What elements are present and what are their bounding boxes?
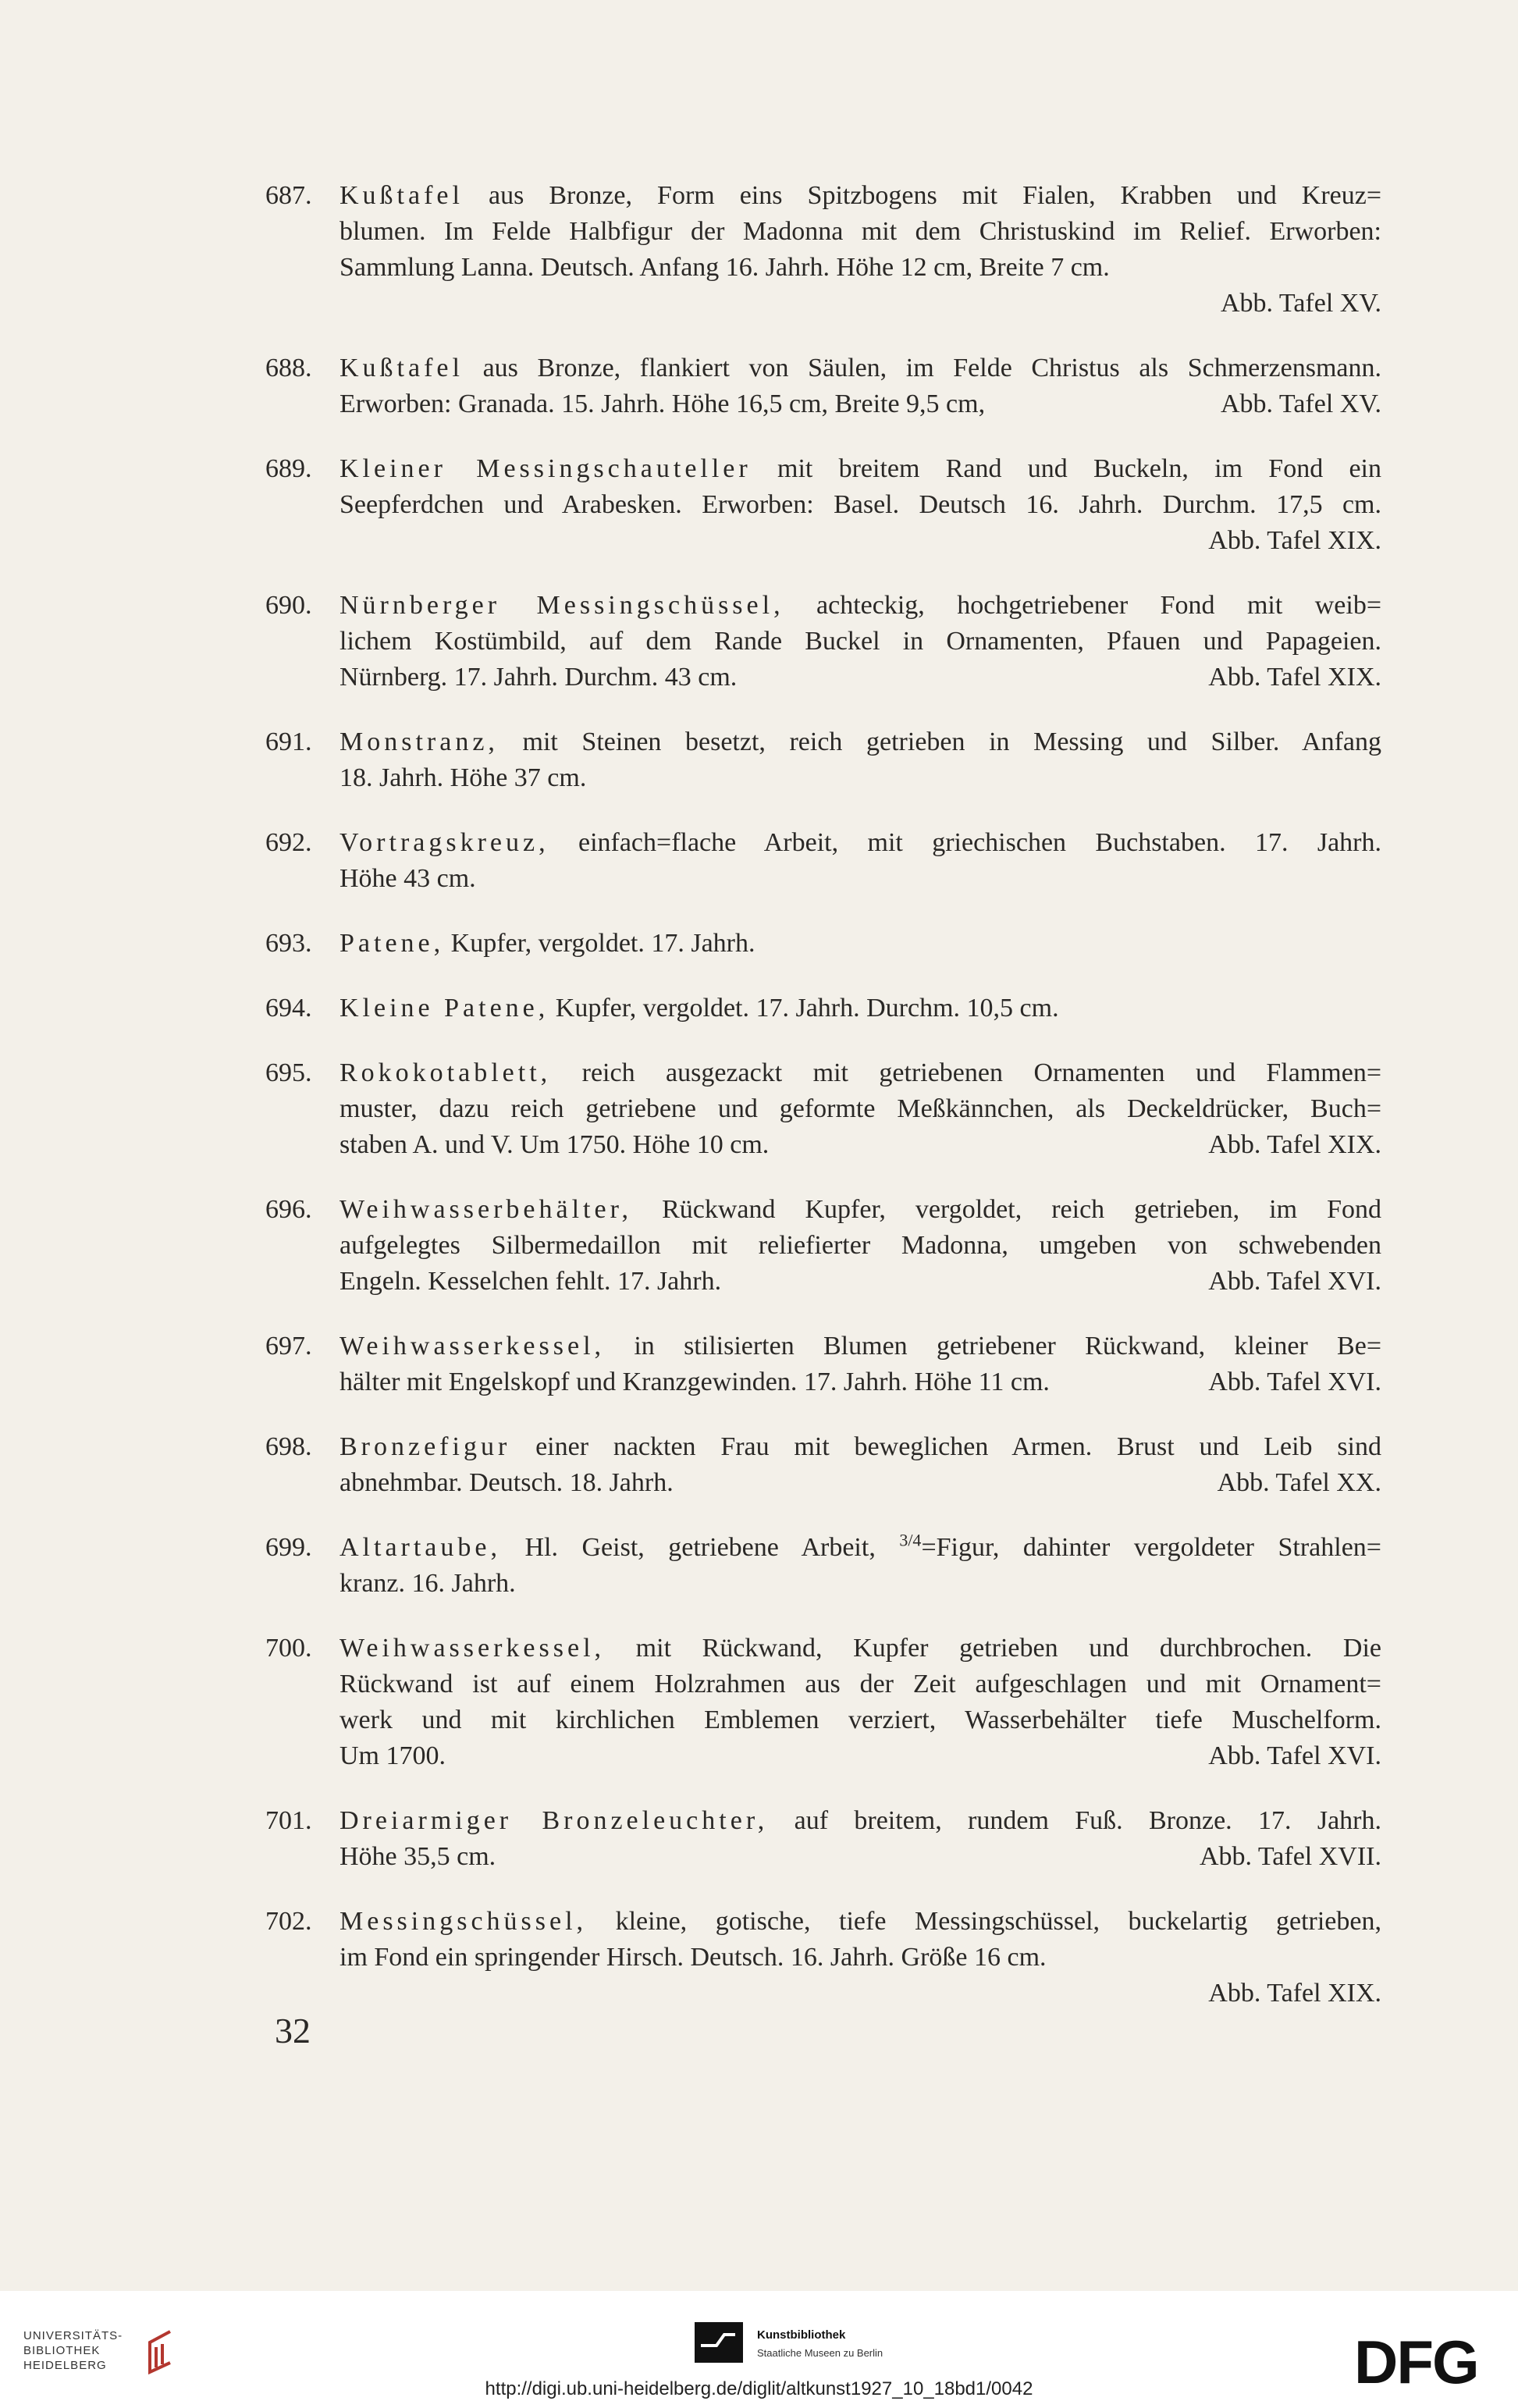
entry-text: werk und mit kirchlichen Emblemen verziert, Wasserbehälter tiefe Muschelform. bbox=[340, 1706, 1381, 1734]
entry-title: Messingschüssel, bbox=[340, 1907, 588, 1936]
entry-text: 18. Jahrh. Höhe 37 cm. bbox=[340, 763, 587, 792]
entry-text: lichem Kostümbild, auf dem Rande Buckel in Ornamenten, Pfauen und Papageien. bbox=[340, 627, 1381, 656]
entry-number: 702. bbox=[265, 1907, 312, 1936]
entry-text: achteckig, hochgetriebener Fond mit weib= bbox=[816, 591, 1381, 620]
plate-reference: Abb. Tafel XIX. bbox=[1208, 526, 1381, 555]
entry-number: 687. bbox=[265, 181, 312, 210]
entry-title: Dreiarmiger Bronzeleuchter, bbox=[340, 1806, 769, 1835]
entry-title: Altartaube, bbox=[340, 1533, 501, 1562]
entry-title: Kußtafel bbox=[340, 181, 464, 210]
entry-text: Nürnberg. 17. Jahrh. Durchm. 43 cm. bbox=[340, 663, 738, 692]
entry-text: mit breitem Rand und Buckeln, im Fond ein bbox=[777, 454, 1382, 483]
entry-text: reich ausgezackt mit getriebenen Ornamenten und Flammen= bbox=[581, 1058, 1382, 1087]
catalog-entry bbox=[265, 350, 1381, 422]
entry-text: Um 1700. bbox=[340, 1741, 446, 1770]
fraction: 3/4 bbox=[899, 1530, 922, 1550]
entry-number: 695. bbox=[265, 1058, 312, 1087]
entry-text: Kupfer, vergoldet. 17. Jahrh. bbox=[450, 929, 755, 958]
entry-text: Engeln. Kesselchen fehlt. 17. Jahrh. bbox=[340, 1267, 722, 1296]
entry-title: Weihwasserbehälter, bbox=[340, 1195, 633, 1224]
entry-number: 692. bbox=[265, 828, 312, 857]
catalog-entry bbox=[265, 1803, 1381, 1875]
plate-reference: Abb. Tafel XV. bbox=[1220, 289, 1381, 318]
entry-title: Monstranz, bbox=[340, 727, 499, 756]
entry-number: 688. bbox=[265, 354, 312, 382]
catalog-entry bbox=[265, 825, 1381, 897]
plate-reference: Abb. Tafel XVI. bbox=[1208, 1368, 1381, 1396]
entry-text: =Figur, dahinter vergoldeter Strahlen= bbox=[921, 1533, 1381, 1562]
entry-text: einer nackten Frau mit beweglichen Armen. Brust und Leib sind bbox=[535, 1432, 1382, 1461]
plate-reference: Abb. Tafel XIX. bbox=[1208, 1130, 1381, 1159]
catalog-entry bbox=[265, 1192, 1381, 1300]
entry-text: einfach=flache Arbeit, mit griechischen Buchstaben. 17. Jahrh. bbox=[578, 828, 1381, 857]
entry-number: 693. bbox=[265, 929, 312, 958]
entry-text: Hl. Geist, getriebene Arbeit, bbox=[524, 1533, 876, 1562]
entry-title: Bronzefigur bbox=[340, 1432, 511, 1461]
entry-number: 689. bbox=[265, 454, 312, 483]
entry-text: aufgelegtes Silbermedaillon mit reliefierter Madonna, umgeben von schwebenden bbox=[340, 1231, 1381, 1260]
entry-number: 698. bbox=[265, 1432, 312, 1461]
catalog-entry bbox=[265, 451, 1381, 559]
catalog-entry bbox=[265, 991, 1381, 1026]
entry-text: hälter mit Engelskopf und Kranzgewinden. 17. Jahrh. Höhe 11 cm. bbox=[340, 1368, 1050, 1396]
plate-reference: Abb. Tafel XIX. bbox=[1208, 663, 1381, 692]
entry-text: Rückwand ist auf einem Holzrahmen aus der Zeit aufgeschlagen und mit Ornament= bbox=[340, 1670, 1381, 1698]
catalog-entry bbox=[265, 1904, 1381, 2011]
dfg-logo: DFG bbox=[1354, 2328, 1478, 2396]
page-number: 32 bbox=[275, 2011, 311, 2051]
entry-title: Kleiner Messingschauteller bbox=[340, 454, 752, 483]
entry-number: 697. bbox=[265, 1332, 312, 1361]
kunstbibliothek-icon bbox=[695, 2322, 743, 2363]
entry-text: Kupfer, vergoldet. 17. Jahrh. Durchm. 10,5 cm. bbox=[555, 994, 1059, 1023]
entry-text: Höhe 35,5 cm. bbox=[340, 1842, 496, 1871]
entry-text: abnehmbar. Deutsch. 18. Jahrh. bbox=[340, 1468, 674, 1497]
entry-text: im Fond ein springender Hirsch. Deutsch. 16. Jahrh. Größe 16 cm. bbox=[340, 1943, 1047, 1972]
plate-reference: Abb. Tafel XX. bbox=[1217, 1468, 1381, 1497]
entry-number: 690. bbox=[265, 591, 312, 620]
entry-number: 700. bbox=[265, 1634, 312, 1663]
catalog-entry bbox=[265, 724, 1381, 796]
entry-text: blumen. Im Felde Halbfigur der Madonna mit dem Christuskind im Relief. Erworben: bbox=[340, 217, 1381, 246]
catalog-entry bbox=[265, 1328, 1381, 1400]
entry-text: Seepferdchen und Arabesken. Erworben: Basel. Deutsch 16. Jahrh. Durchm. 17,5 cm. bbox=[340, 490, 1381, 519]
university-library-logo-icon bbox=[139, 2328, 178, 2377]
entry-text: mit Steinen besetzt, reich getrieben in Messing und Silber. Anfang bbox=[522, 727, 1382, 756]
plate-reference: Abb. Tafel XVI. bbox=[1208, 1741, 1381, 1770]
library-name: UNIVERSITÄTS- BIBLIOTHEK HEIDELBERG bbox=[23, 2329, 123, 2372]
entry-text: Höhe 43 cm. bbox=[340, 864, 476, 893]
catalog-entry bbox=[265, 926, 1381, 962]
entry-text: Rückwand Kupfer, vergoldet, reich getrieben, im Fond bbox=[662, 1195, 1381, 1224]
entry-number: 691. bbox=[265, 727, 312, 756]
plate-reference: Abb. Tafel XVII. bbox=[1199, 1842, 1381, 1871]
entry-title: Nürnberger Messingschüssel, bbox=[340, 591, 784, 620]
entry-text: kranz. 16. Jahrh. bbox=[340, 1569, 516, 1598]
entry-text: Erworben: Granada. 15. Jahrh. Höhe 16,5 cm, Breite 9,5 cm, bbox=[340, 389, 986, 418]
entry-title: Rokokotablett, bbox=[340, 1058, 552, 1087]
catalog-entry bbox=[265, 1631, 1381, 1774]
plate-reference: Abb. Tafel XV. bbox=[1220, 389, 1381, 418]
catalog-entry bbox=[265, 178, 1381, 322]
entry-text: staben A. und V. Um 1750. Höhe 10 cm. bbox=[340, 1130, 770, 1159]
entry-number: 701. bbox=[265, 1806, 312, 1835]
entry-text: mit Rückwand, Kupfer getrieben und durchbrochen. Die bbox=[635, 1634, 1381, 1663]
plate-reference: Abb. Tafel XVI. bbox=[1208, 1267, 1381, 1296]
entry-text: aus Bronze, Form eins Spitzbogens mit Fialen, Krabben und Kreuz= bbox=[488, 181, 1382, 210]
entry-number: 699. bbox=[265, 1533, 312, 1562]
entry-title: Kußtafel bbox=[340, 354, 464, 382]
entry-title: Weihwasserkessel, bbox=[340, 1332, 606, 1361]
permalink-url[interactable]: http://digi.ub.uni-heidelberg.de/diglit/altkunst1927_10_18bd1/0042 bbox=[485, 2378, 1033, 2399]
entry-text: Sammlung Lanna. Deutsch. Anfang 16. Jahrh. Höhe 12 cm, Breite 7 cm. bbox=[340, 253, 1110, 282]
catalog-entry bbox=[265, 588, 1381, 695]
entry-title: Patene, bbox=[340, 929, 445, 958]
plate-reference: Abb. Tafel XIX. bbox=[1208, 1979, 1381, 2008]
catalog-entries bbox=[265, 178, 1381, 2040]
entry-number: 694. bbox=[265, 994, 312, 1023]
catalog-entry bbox=[265, 1530, 1381, 1602]
entry-text: auf breitem, rundem Fuß. Bronze. 17. Jahrh. bbox=[794, 1806, 1381, 1835]
catalog-entry bbox=[265, 1055, 1381, 1163]
entry-text: kleine, gotische, tiefe Messingschüssel, buckelartig getrieben, bbox=[615, 1907, 1381, 1936]
entry-title: Kleine Patene, bbox=[340, 994, 549, 1023]
digitization-footer: UNIVERSITÄTS- BIBLIOTHEK HEIDELBERG Kunstbibliothek Staatliche Museen zu Berlin DFG http://digi.ub.uni-heidelberg.de/diglit/altkunst1927_10_18bd1/0042 bbox=[0, 2291, 1518, 2408]
entry-text: in stilisierten Blumen getriebener Rückwand, kleiner Be= bbox=[634, 1332, 1382, 1361]
entry-title: Vortragskreuz, bbox=[340, 828, 549, 857]
entry-title: Weihwasserkessel, bbox=[340, 1634, 606, 1663]
catalog-entry bbox=[265, 1429, 1381, 1501]
entry-number: 696. bbox=[265, 1195, 312, 1224]
entry-text: muster, dazu reich getriebene und geformte Meßkännchen, als Deckeldrücker, Buch= bbox=[340, 1094, 1381, 1123]
entry-text: aus Bronze, flankiert von Säulen, im Felde Christus als Schmerzensmann. bbox=[482, 354, 1382, 382]
